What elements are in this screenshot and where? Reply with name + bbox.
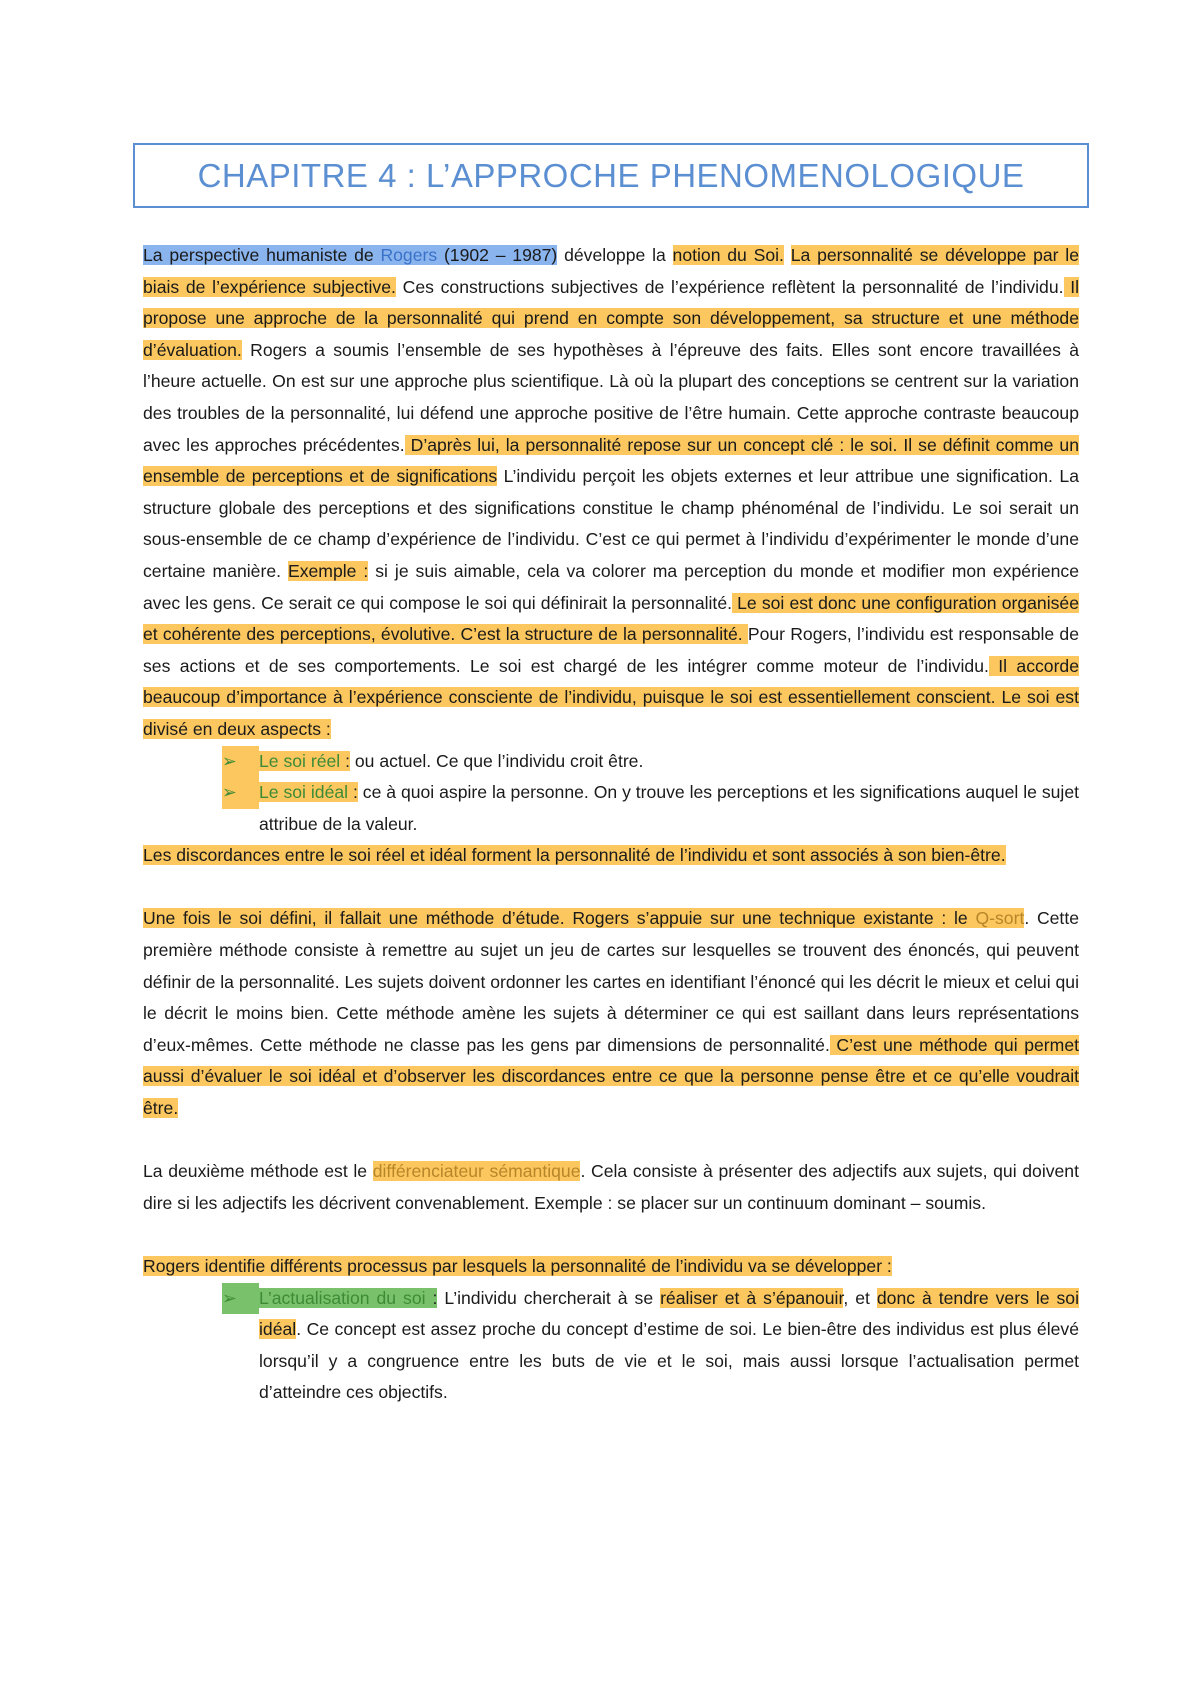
paragraph-discordances: [143, 840, 1079, 872]
chapter-title: CHAPITRE 4 : L’APPROCHE PHENOMENOLOGIQUE: [197, 156, 1025, 194]
spacer: [143, 1219, 1079, 1251]
list-item: [222, 746, 1079, 778]
differenciateur-term: différenciateur sémantique: [372, 1161, 581, 1182]
text-span: Pour Rogers, l’individu est responsable de ses actions et de ses comportements. Le soi est chargé de les intégrer comme moteur de l’individu.: [143, 624, 1079, 676]
list-item: [222, 777, 1079, 840]
soi-aspects-list: [143, 746, 1079, 841]
highlight-discordances: Les discordances entre le soi réel et idéal forment la personnalité de l’individu et sont associés à son bien-être.: [143, 845, 1006, 866]
highlight-configuration: Le soi est donc une configuration organisée et cohérente des perceptions, évolutive. C’est la structure de la personnalité.: [143, 592, 1079, 645]
text-span: Ces constructions subjectives de l’expérience reflètent la personnalité de l’individu.: [395, 276, 1064, 297]
text-span: si je suis aimable, cela va colorer ma perception du monde et modifier mon expérience avec les gens. Ce serait ce qui compose le soi qui définirait la personnalité.: [143, 560, 1080, 613]
list-item-text: ou actuel. Ce que l’individu croit être.: [349, 750, 644, 771]
term-soi-ideal: Le soi idéal: [259, 782, 349, 803]
text-span: L’individu perçoit les objets externes et leur attribue une signification. La structure globale des perceptions et des significations constitue le champ phénoménal de l’individu. Le soi serait un sous-ensemble de ce champ d’expérience de l’individu. C’est ce qui permet à l’individu d’expérimenter le monde d’une certaine manière.: [143, 466, 1079, 581]
term-soi-reel: Le soi réel: [259, 750, 341, 771]
text-span: .: [580, 1161, 586, 1182]
list-item-text: ce à quoi aspire la personne. On y trouve les perceptions et les significations auquel le sujet attribue de la valeur.: [259, 782, 1079, 834]
spacer: [143, 872, 1079, 904]
highlight-methode: Une fois le soi défini, il fallait une méthode d’étude. Rogers s’appuie sur une technique existante : le: [143, 908, 976, 929]
highlight-processus: Rogers identifie différents processus par lesquels la personnalité de l’individu va se développer :: [143, 1256, 892, 1276]
text-span: La deuxième méthode est le: [143, 1161, 373, 1182]
paragraph-differenciateur: [143, 1156, 1079, 1219]
text-span: développe la: [557, 245, 673, 265]
text-span: [784, 245, 791, 265]
highlight-soi-ideal-evaluation: C’est une méthode qui permet aussi d’évaluer le soi idéal et d’observer les discordances entre ce que la personne pense être et ce qu’elle voudrait être.: [143, 1034, 1079, 1119]
paragraph-soi: [143, 240, 1079, 746]
highlight-tendre-vers: donc à tendre vers le soi idéal: [259, 1287, 1079, 1340]
highlight-personnalite: La personnalité se développe par le biais de l’expérience subjective.: [143, 245, 1080, 297]
term-actualisation: L’actualisation du soi: [259, 1287, 426, 1308]
highlight-realiser: réaliser et à s’épanouir: [660, 1287, 844, 1308]
qsort-term: Q-sort: [975, 908, 1025, 929]
paragraph-processus: [143, 1251, 1079, 1283]
text-span: , et: [843, 1287, 877, 1308]
arrow-bullet-icon: ➢: [222, 777, 259, 809]
document-page: [143, 143, 1079, 1409]
text-span: Cette première méthode consiste à remettre au sujet un jeu de cartes sur lesquelles se trouvent des énoncés, qui peuvent définir de la personnalité. Les sujets doivent ordonner les cartes en identifiant l’énoncé qui les décrit le mieux et celui qui le décrit le moins bien. Cette méthode amène les sujets à déterminer ce qui est saillant dans leurs représentations d’eux-mêmes. Cette méthode ne classe pas les gens par dimensions de personnalité.: [143, 908, 1079, 1055]
highlight-perspective: La perspective humaniste de: [143, 245, 381, 265]
highlight-experience-consciente: Il accorde beaucoup d’importance à l’expérience consciente de l’individu, puisque le soi est essentiellement conscient. Le soi est divisé en deux aspects :: [143, 655, 1079, 739]
highlight-approche: Il propose une approche de la personnalité qui prend en compte son développement, sa structure et une méthode d’évaluation.: [143, 276, 1080, 360]
term-colon: :: [348, 782, 358, 803]
text-span: . Ce concept est assez proche du concept d’estime de soi. Le bien-être des individus est plus élevé lorsqu’il y a congruence entre les buts de vie et le soi, mais aussi lorsque l’actualisation permet d’atteindre ces objectifs.: [259, 1319, 1079, 1403]
term-colon: :: [340, 750, 350, 771]
rogers-name: Rogers: [380, 245, 438, 265]
chapter-title-box: [133, 143, 1089, 208]
list-item: [222, 1283, 1079, 1409]
text-span: Cela consiste à présenter des adjectifs aux sujets, qui doivent dire si les adjectifs les décrivent convenablement. Exemple : se placer sur un continuum dominant – soumis.: [143, 1161, 1079, 1213]
arrow-bullet-icon: ➢: [222, 746, 259, 778]
text-span: L’individu chercherait à se: [437, 1287, 661, 1308]
highlight-concept-cle: D’après lui, la personnalité repose sur un concept clé : le soi. Il se définit comme un ensemble de perceptions et de significations: [143, 434, 1079, 487]
rogers-dates: (1902 – 1987): [437, 245, 558, 265]
text-span: Rogers a soumis l’ensemble de ses hypothèses à l’épreuve des faits. Elles sont encore travaillées à l’heure actuelle. On est sur une approche plus scientifique. Là où la plupart des conceptions se centrent sur la variation des troubles de la personnalité, lui défend une approche positive de l’être humain. Cette approche contraste beaucoup avec les approches précédentes.: [143, 339, 1079, 455]
arrow-bullet-icon: ➢: [222, 1283, 259, 1315]
highlight-notion-soi: notion du Soi.: [672, 245, 784, 265]
term-colon: :: [425, 1287, 438, 1308]
processus-list: [143, 1283, 1079, 1409]
spacer: [143, 1125, 1079, 1157]
highlight-exemple: Exemple :: [287, 560, 369, 581]
paragraph-qsort: [143, 903, 1079, 1124]
text-span: .: [1024, 908, 1030, 929]
